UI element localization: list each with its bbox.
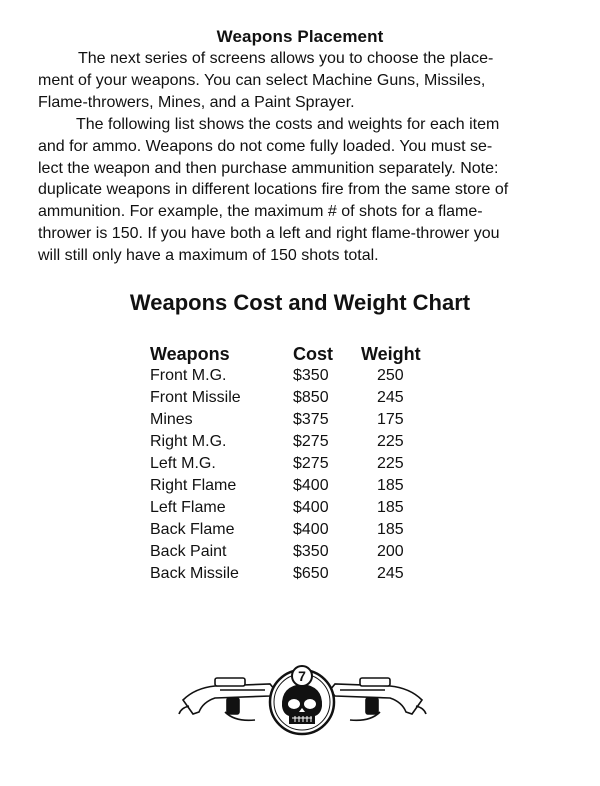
- column-header-weight: Weight: [361, 344, 421, 364]
- weapon-cost: $400: [293, 499, 329, 516]
- weapon-name: Back Flame: [150, 521, 235, 538]
- weapon-cost: $650: [293, 565, 329, 582]
- paragraph-line: The following list shows the costs and weights for each item: [76, 116, 500, 133]
- paragraph-line: Flame-throwers, Mines, and a Paint Sprayer.: [38, 93, 355, 111]
- paragraph-line: ment of your weapons. You can select Machine Guns, Missiles,: [38, 71, 486, 89]
- paragraph-line: lect the weapon and then purchase ammunition separately. Note:: [38, 159, 499, 177]
- weapon-cost: $850: [293, 389, 329, 406]
- left-gun-icon: [179, 678, 275, 720]
- paragraph-line: duplicate weapons in different locations fire from the same store of: [38, 181, 509, 199]
- page-number: 7: [298, 668, 306, 684]
- paragraph-line: The next series of screens allows you to choose the place-: [78, 50, 494, 67]
- table-row: [146, 409, 447, 431]
- weapon-name: Mines: [150, 411, 193, 428]
- table-row: [146, 519, 447, 541]
- weapon-weight: 200: [377, 543, 404, 560]
- weapon-weight: 250: [377, 367, 404, 384]
- weapon-name: Front Missile: [150, 389, 241, 406]
- column-header-cost: Cost: [293, 344, 333, 364]
- table-row: [146, 475, 447, 497]
- weapon-cost: $350: [293, 367, 329, 384]
- weapon-weight: 245: [377, 565, 404, 582]
- paragraph-line: will still only have a maximum of 150 shots total.: [38, 246, 379, 264]
- weapon-cost: $375: [293, 411, 329, 428]
- weapon-weight: 185: [377, 499, 404, 516]
- weapon-weight: 225: [377, 455, 404, 472]
- weapon-cost: $275: [293, 433, 329, 450]
- weapon-name: Front M.G.: [150, 367, 227, 384]
- weapon-weight: 225: [377, 433, 404, 450]
- weapon-name: Left M.G.: [150, 455, 216, 472]
- table-row: [146, 563, 447, 585]
- weapon-cost: $400: [293, 477, 329, 494]
- skull-guns-emblem-icon: [175, 660, 430, 740]
- weapon-weight: 185: [377, 477, 404, 494]
- weapons-table: [146, 340, 447, 585]
- weapon-name: Left Flame: [150, 499, 226, 516]
- table-row: [146, 453, 447, 475]
- weapon-cost: $400: [293, 521, 329, 538]
- paragraph-line: thrower is 150. If you have both a left and right flame-thrower you: [38, 224, 500, 242]
- weapon-cost: $350: [293, 543, 329, 560]
- table-row: [146, 431, 447, 453]
- table-row: [146, 365, 447, 387]
- weapon-name: Back Paint: [150, 543, 227, 560]
- table-row: [146, 497, 447, 519]
- weapon-name: Right Flame: [150, 477, 237, 494]
- weapon-weight: 185: [377, 521, 404, 538]
- chart-title: Weapons Cost and Weight Chart: [129, 290, 471, 315]
- weapon-cost: $275: [293, 455, 329, 472]
- paragraph-weapons-intro: [38, 48, 554, 113]
- section-title: Weapons Placement: [216, 27, 384, 46]
- paragraph-line: ammunition. For example, the maximum # of shots for a flame-: [38, 203, 483, 221]
- column-header-weapons: Weapons: [150, 344, 230, 364]
- weapon-weight: 245: [377, 389, 404, 406]
- table-row: [146, 541, 447, 563]
- weapon-weight: 175: [377, 411, 404, 428]
- right-gun-icon: [330, 678, 426, 720]
- table-header-row: [146, 340, 447, 365]
- table-row: [146, 387, 447, 409]
- paragraph-line: and for ammo. Weapons do not come fully loaded. You must se-: [38, 137, 493, 155]
- weapon-name: Right M.G.: [150, 433, 227, 450]
- paragraph-costs-note: [38, 114, 554, 267]
- weapon-name: Back Missile: [150, 565, 239, 582]
